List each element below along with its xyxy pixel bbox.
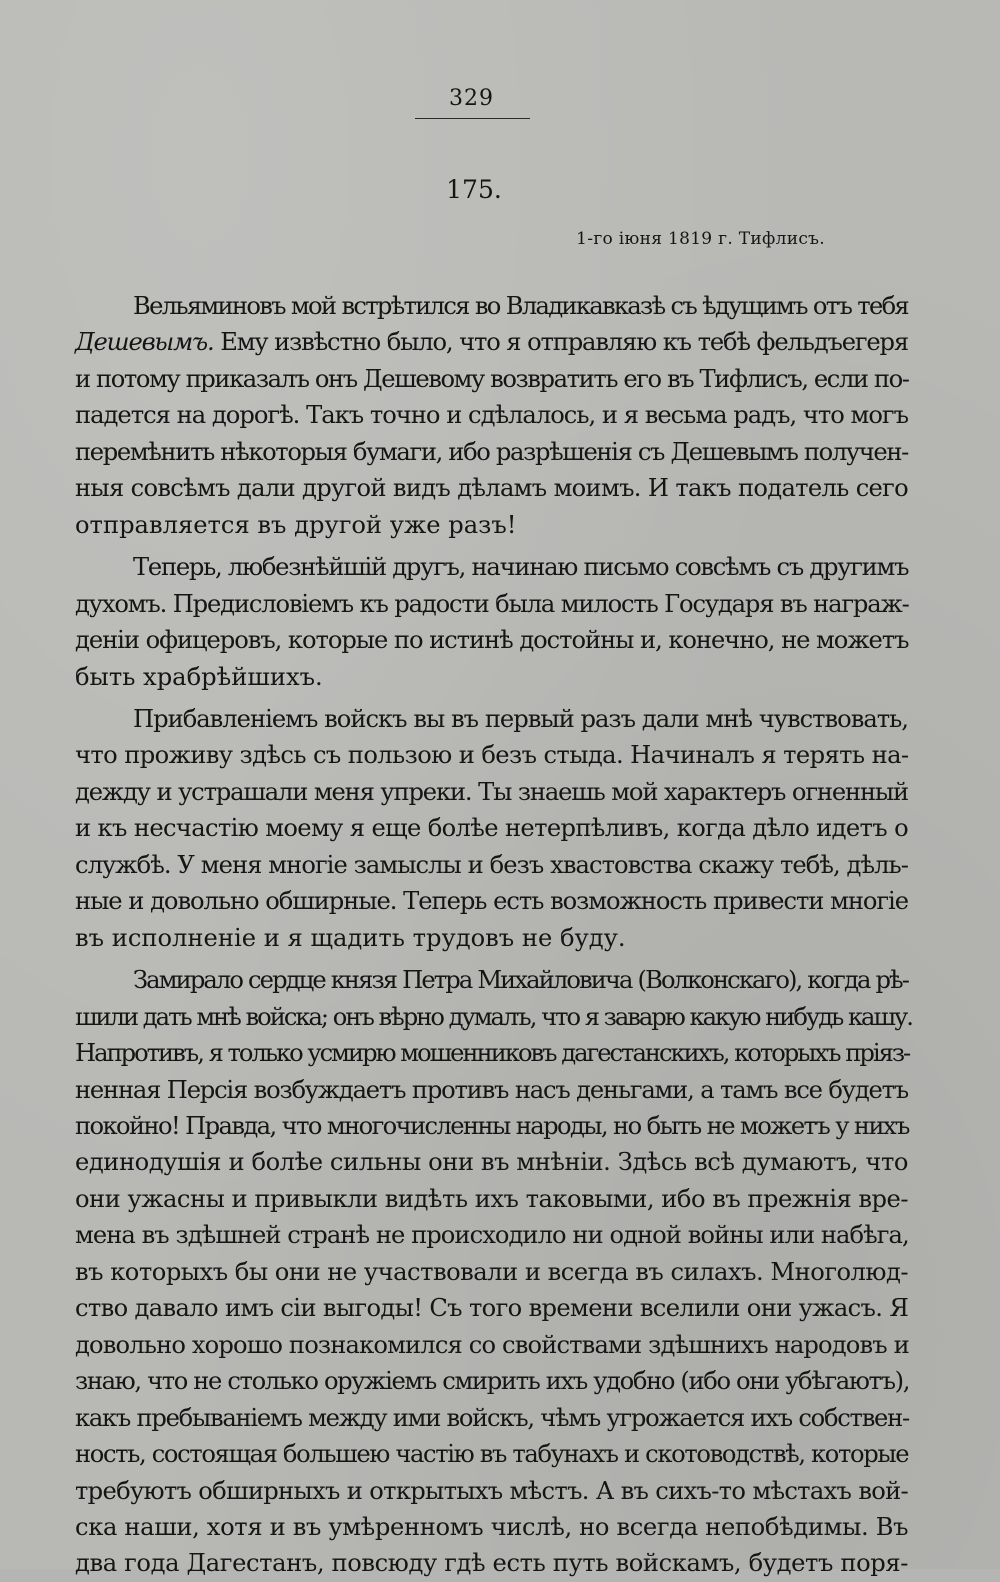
text-line: службѣ. У меня многіе замыслы и безъ хвастовства скажу тебѣ, дѣль- [75,850,908,879]
text-line: ска наши, хотя и въ умѣренномъ числѣ, но всегда непобѣдимы. Въ [75,1512,909,1541]
text-line: духомъ. Предисловіемъ къ радости была милость Государя въ награж- [75,589,909,618]
text-line: Вельяминовъ мой встрѣтился во Владикавказѣ съ ѣдущимъ отъ тебя [133,292,908,320]
text-line [75,324,908,360]
dateline: 1-го іюня 1819 г. Тифлисъ. [576,229,825,249]
text-line: какъ пребываніемъ между ими войскъ, чѣмъ угрожается ихъ собствен- [75,1403,909,1432]
text-line: Прибавленіемъ войскъ вы въ первый разъ дали мнѣ чувствовать, [133,704,908,733]
text-line: единодушія и болѣе сильны они въ мнѣніи. Здѣсь всѣ думаютъ, что [75,1148,908,1177]
text-line: и къ несчастію моему я еще болѣе нетерпѣливъ, когда дѣло идетъ о [75,814,908,843]
text-line: требуютъ обширныхъ и открытыхъ мѣстъ. А въ сихъ-то мѣстахъ вой- [75,1476,908,1505]
text-line: покойно! Правда, что многочисленны народы, но быть не можетъ у нихъ [75,1111,909,1140]
text-line: шили дать мнѣ войска; онъ вѣрно думалъ, что я заварю какую нибудь кашу. [75,1002,912,1031]
text-line: ство давало имъ сіи выгоды! Съ того времени вселили они ужасъ. Я [75,1294,909,1323]
text-span: Ему извѣстно было, что я отправляю къ тебѣ фельдъегеря [213,328,908,357]
text-line: они ужасны и привыкли видѣть ихъ таковыми, ибо въ прежнія вре- [75,1184,908,1213]
paragraph-1 [75,288,908,543]
text-line: дежду и устрашали меня упреки. Ты знаешь мой характеръ огненный [75,777,908,806]
italic-name: Дешевымъ. [75,328,214,357]
text-line: въ исполненіе и я щадить трудовъ не буду. [75,923,626,952]
text-line: въ которыхъ бы они не участвовали и всегда въ силахъ. Многолюд- [75,1257,909,1286]
text-line: Напротивъ, я только усмирю мошенниковъ дагестанскихъ, которыхъ пріяз- [75,1039,910,1068]
text-line: быть храбрѣйшихъ. [75,662,323,691]
text-line: ные и довольно обширные. Теперь есть возможность привести многіе [75,887,908,916]
page-number-rule [415,118,530,119]
text-line: ненная Персія возбуждаетъ противъ насъ деньгами, а тамъ все будетъ [75,1075,908,1104]
paragraph-2 [75,549,908,695]
text-line: ность, состоящая большею частію въ табунахъ и скотоводствѣ, которые [75,1440,909,1469]
letter-body [75,288,912,1582]
text-line: деніи офицеровъ, которые по истинѣ достойны и, конечно, не можетъ [75,626,909,655]
letter-number: 175. [446,175,502,204]
text-line: отправляется въ другой уже разъ! [75,510,517,539]
text-line: падется на дорогѣ. Такъ точно и сдѣлалось, и я весьма радъ, что могъ [75,401,908,430]
page-number: 329 [449,86,494,111]
text-line: и потому приказалъ онъ Дешевому возвратить его въ Тифлисъ, если по- [75,364,909,393]
text-line: перемѣнить нѣкоторыя бумаги, ибо разрѣшенія съ Дешевымъ получен- [75,437,908,466]
text-line: ныя совсѣмъ дали другой видъ дѣламъ моимъ. И такъ податель сего [75,474,908,503]
paragraph-3 [75,701,908,956]
text-line: Замирало сердце князя Петра Михайловича (Волконскаго), когда рѣ- [133,966,908,995]
text-line: что проживу здѣсь съ пользою и безъ стыда. Начиналъ я терять на- [75,741,909,770]
text-line: Теперь, любезнѣйшій другъ, начинаю письмо совсѣмъ съ другимъ [133,553,909,582]
paragraph-4 [75,962,912,1582]
text-line: мена въ здѣшней странѣ не происходило ни одной войны или набѣга, [75,1221,909,1250]
text-line: знаю, что не столько оружіемъ смирить ихъ удобно (ибо они убѣгаютъ), [75,1367,910,1396]
text-line: два года Дагестанъ, повсюду гдѣ есть путь войскамъ, будетъ поря- [75,1549,908,1578]
text-line: довольно хорошо познакомился со свойствами здѣшнихъ народовъ и [75,1330,909,1359]
